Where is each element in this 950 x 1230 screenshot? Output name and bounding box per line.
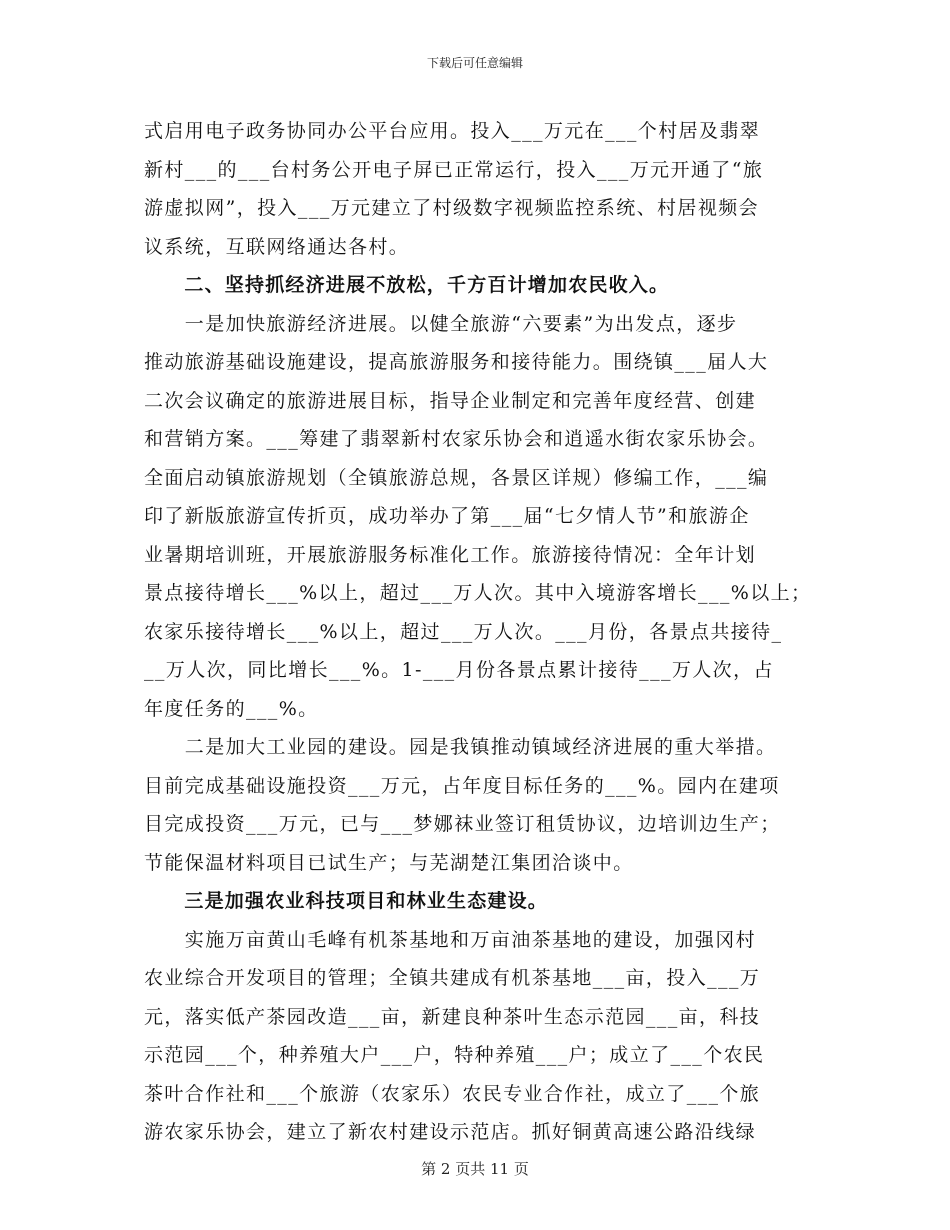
section-heading: 三是加强农业科技项目和林业生态建设。 [144, 890, 549, 912]
text-line: 目前完成基础设施投资___万元，占年度目标任务的___%。园内在建项 [144, 774, 780, 797]
document-body [144, 112, 812, 1152]
text-line: 全面启动镇旅游规划（全镇旅游总规，各景区详规）修编工作，___编 [144, 466, 769, 489]
text-line: 和营销方案。___筹建了翡翠新村农家乐协会和逍遥水街农家乐协会。 [144, 428, 769, 450]
text-line: 农业综合开发项目的管理；全镇共建成有机茶基地___亩，投入___万 [144, 967, 761, 989]
section-heading: 二、坚持抓经济进展不放松，千方百计增加农民收入。 [144, 274, 670, 296]
text-line: 节能保温材料项目已试生产；与芜湖楚江集团洽谈中。 [144, 851, 634, 874]
text-line: 二是加大工业园的建设。园是我镇推动镇域经济进展的重大举措。 [144, 736, 777, 758]
text-line: 游农家乐协会，建立了新农村建设示范店。抓好铜黄高速公路沿线绿 [144, 1121, 757, 1143]
text-line: 目完成投资___万元，已与___梦娜袜业签订租赁协议，边培训边生产； [144, 813, 781, 835]
text-line: 实施万亩黄山毛峰有机茶基地和万亩油茶基地的建设，加强冈村 [144, 928, 757, 951]
text-line: 推动旅游基础设施建设，提高旅游服务和接待能力。围绕镇___届人大 [144, 351, 769, 373]
text-line: 示范园___个，种养殖大户___户，特种养殖___户；成立了___个农民 [144, 1044, 765, 1066]
text-line: 二次会议确定的旅游进展目标，指导企业制定和完善年度经营、创建 [144, 389, 757, 412]
text-line: 游虚拟网”，投入___万元建立了村级数字视频监控系统、村居视频会 [144, 197, 760, 219]
text-line: 茶叶合作社和___个旅游（农家乐）农民专业合作社，成立了___个旅 [144, 1082, 761, 1105]
text-line: 年度任务的___%。 [144, 697, 319, 720]
text-line: 议系统，互联网络通达各村。 [144, 235, 410, 258]
text-line: 新村___的___台村务公开电子屏已正常运行，投入___万元开通了“旅 [144, 158, 764, 181]
text-line: 农家乐接待增长___%以上，超过___万人次。___月份，各景点共接待_ [144, 620, 783, 643]
text-line: 一是加快旅游经济进展。以健全旅游“六要素”为出发点，逐步 [144, 312, 738, 335]
text-line: 式启用电子政务协同办公平台应用。投入___万元在___个村居及翡翠 [144, 120, 761, 142]
text-line: 景点接待增长___%以上，超过___万人次。其中入境游客增长___%以上； [144, 582, 812, 604]
page-header: 下载后可任意编辑 [426, 56, 523, 70]
text-line: __万人次，同比增长___%。1-___月份各景点累计接待___万人次，占 [144, 659, 774, 681]
text-line: 业暑期培训班，开展旅游服务标准化工作。旅游接待情况：全年计划 [144, 543, 757, 566]
page-footer: 第 2 页共 11 页 [421, 1160, 529, 1178]
text-line: 印了新版旅游宣传折页，成功举办了第___届“七夕情人节”和旅游企 [144, 505, 750, 527]
text-line: 元，落实低产茶园改造___亩，新建良种茶叶生态示范园___亩，科技 [144, 1005, 761, 1028]
